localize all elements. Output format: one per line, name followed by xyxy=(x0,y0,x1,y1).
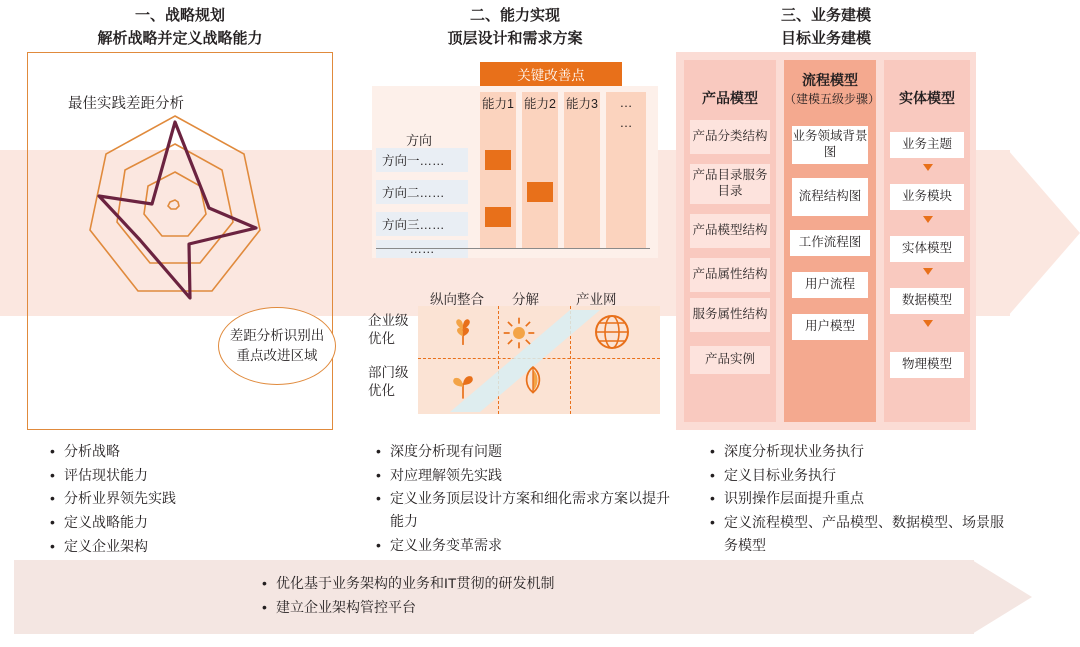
gap-analysis-callout-label: 差距分析识别出重点改进区域 xyxy=(229,328,325,363)
arrow-down-icon-3 xyxy=(923,268,933,275)
matrix-direction-label: 方向 xyxy=(406,133,433,148)
matrix-row-label-2: 方向二…… xyxy=(376,180,468,204)
list-item: • 分析战略 xyxy=(64,440,346,463)
sun-icon xyxy=(502,316,536,350)
entity-model-item-3: 实体模型 xyxy=(890,236,964,262)
key-improvement-banner xyxy=(480,62,622,86)
list-item: • 定义战略能力 xyxy=(64,511,346,534)
list-item: • 定义业务变革需求 xyxy=(390,534,672,557)
list-item: • 识别操作层面提升重点 xyxy=(724,487,1006,510)
list-item: • 评估现状能力 xyxy=(64,464,346,487)
product-model-column xyxy=(684,60,776,422)
column-header-3-subtitle: 目标业务建模 xyxy=(780,30,871,48)
list-item: • 深度分析现有问题 xyxy=(390,440,672,463)
arrow-down-icon-2 xyxy=(923,216,933,223)
grid-col-header-1: 纵向整合 xyxy=(430,292,484,307)
product-model-item-1: 产品分类结构 xyxy=(690,120,770,154)
matrix-row-label-4: …… xyxy=(376,240,468,258)
list-item: • 定义目标业务执行 xyxy=(724,464,1006,487)
matrix-cell-highlight-3 xyxy=(485,207,511,227)
sprout-icon xyxy=(446,368,480,402)
list-item: • 定义业务顶层设计方案和细化需求方案以提升能力 xyxy=(390,487,672,532)
bottom-band-arrow-head xyxy=(972,560,1032,634)
list-item: • 深度分析现状业务执行 xyxy=(724,440,1006,463)
entity-model-item-4: 数据模型 xyxy=(890,288,964,314)
matrix-col-header-2: 能力2 xyxy=(522,92,558,115)
bullet-list-column-2 xyxy=(372,440,672,557)
bullet-list-column-1 xyxy=(46,440,346,558)
radar-chart-title: 最佳实践差距分析 xyxy=(68,96,184,112)
list-item: • 定义企业架构 xyxy=(64,535,346,558)
entity-model-item-2: 业务模块 xyxy=(890,184,964,210)
column-header-3-index: 三、业务建模 xyxy=(780,7,871,24)
entity-model-item-1: 业务主题 xyxy=(890,132,964,158)
gap-analysis-callout xyxy=(218,307,336,385)
column-header-1-index: 一、战略规划 xyxy=(134,7,225,24)
entity-model-column xyxy=(884,60,970,422)
product-model-item-5: 服务属性结构 xyxy=(690,298,770,332)
column-header-2-subtitle: 顶层设计和需求方案 xyxy=(447,30,583,48)
column-header-1-subtitle: 解析战略并定义战略能力 xyxy=(97,30,263,48)
product-model-item-3: 产品模型结构 xyxy=(690,214,770,248)
process-model-item-3: 工作流程图 xyxy=(790,230,870,256)
process-model-item-1: 业务领域背景图 xyxy=(792,126,868,164)
entity-model-title: 实体模型 xyxy=(899,90,955,106)
matrix-row-label-1: 方向一…… xyxy=(376,148,468,172)
grid-row-label-1-text: 企业级优化 xyxy=(368,313,409,347)
globe-icon xyxy=(592,312,632,352)
background-band-arrow-head xyxy=(1008,150,1080,316)
column-header-2 xyxy=(392,4,638,51)
matrix-column-strip-3 xyxy=(564,92,600,248)
process-model-title: 流程模型 xyxy=(802,72,858,88)
process-model-column xyxy=(784,60,881,422)
process-model-subtitle xyxy=(784,92,881,106)
process-model-subtitle-text: （建模五级步骤） xyxy=(784,92,881,106)
matrix-row-label-3: 方向三…… xyxy=(376,212,468,236)
column-header-2-index: 二、能力实现 xyxy=(469,7,560,24)
grid-row-label-2-text: 部门级优化 xyxy=(368,365,409,399)
bullet-list-bottom xyxy=(258,572,958,619)
column-header-3 xyxy=(703,4,949,51)
product-model-title: 产品模型 xyxy=(702,90,758,106)
column-header-1 xyxy=(57,4,303,51)
product-model-item-4: 产品属性结构 xyxy=(690,258,770,292)
grid-col-header-3: 产业网 xyxy=(576,292,617,307)
process-model-item-2: 流程结构图 xyxy=(792,178,868,216)
product-model-item-6: 产品实例 xyxy=(690,346,770,374)
wheat-icon xyxy=(446,316,480,350)
arrow-down-icon-1 xyxy=(923,164,933,171)
arrow-down-icon-4 xyxy=(923,320,933,327)
list-item: • 建立企业架构管控平台 xyxy=(276,596,958,619)
matrix-col-header-3: 能力3 xyxy=(564,92,600,115)
key-improvement-label: 关键改善点 xyxy=(517,68,585,83)
grid-row-label-1 xyxy=(368,312,416,348)
list-item: • 分析业界领先实践 xyxy=(64,487,346,510)
process-model-item-5: 用户模型 xyxy=(792,314,868,340)
leaf-icon xyxy=(516,362,550,396)
grid-col-header-2: 分解 xyxy=(512,292,539,307)
grid-row-label-2 xyxy=(368,364,416,400)
matrix-cell-highlight-1 xyxy=(485,150,511,170)
process-model-item-4: 用户流程 xyxy=(792,272,868,298)
matrix-baseline xyxy=(376,248,650,249)
matrix-col-header-4: … xyxy=(619,95,633,110)
matrix-col-header-1: 能力1 xyxy=(480,92,516,115)
entity-model-item-5: 物理模型 xyxy=(890,352,964,378)
list-item: • 定义流程模型、产品模型、数据模型、场景服务模型 xyxy=(724,511,1006,556)
matrix-column-strip-2 xyxy=(522,92,558,248)
list-item: • 对应理解领先实践 xyxy=(390,464,672,487)
matrix-col-header-5: … xyxy=(619,115,633,130)
product-model-item-2: 产品目录服务目录 xyxy=(690,164,770,204)
matrix-cell-highlight-2 xyxy=(527,182,553,202)
list-item: • 优化基于业务架构的业务和IT贯彻的研发机制 xyxy=(276,572,958,595)
